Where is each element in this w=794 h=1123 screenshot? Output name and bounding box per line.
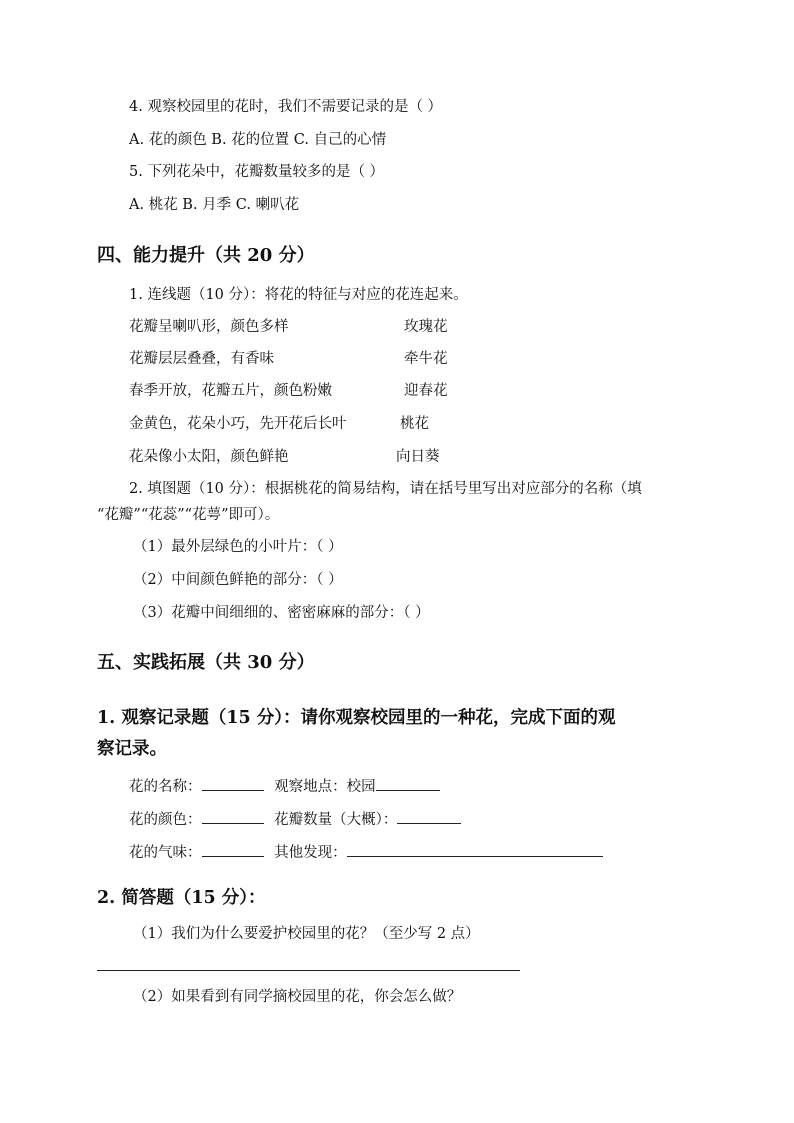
flower-color-blank[interactable] <box>202 808 264 824</box>
matching-question: 1. 连线题（10 分）：将花的特征与对应的花连起来。 <box>129 287 468 303</box>
short-answer-2: （2）如果看到有同学摘校园里的花，你会怎么做？ <box>133 989 462 1005</box>
flower-smell-blank[interactable] <box>202 841 264 857</box>
place-blank[interactable] <box>376 775 440 791</box>
fill-diagram-question: 2. 填图题（10 分）：根据桃花的简易结构，请在括号里写出对应部分的名称（填 <box>129 481 642 497</box>
record-row-3 <box>129 841 603 863</box>
match-right-3: 迎春花 <box>404 383 448 399</box>
flower-smell-label: 花的气味： <box>129 845 202 861</box>
flower-name-label: 花的名称： <box>129 779 202 795</box>
section-4-title: 四、能力提升（共 20 分） <box>97 245 315 266</box>
match-left-1: 花瓣呈喇叭形，颜色多样 <box>129 319 289 335</box>
match-right-5: 向日葵 <box>396 449 440 465</box>
short-answer-title: 2. 简答题（15 分）： <box>97 888 266 908</box>
place-label: 观察地点：校园 <box>274 779 376 795</box>
match-right-4: 桃花 <box>400 416 429 432</box>
question-5-options: A. 桃花 B. 月季 C. 喇叭花 <box>129 197 300 213</box>
match-left-3: 春季开放，花瓣五片，颜色粉嫩 <box>129 383 332 399</box>
record-row-1 <box>129 775 440 797</box>
match-right-2: 牵牛花 <box>404 351 448 367</box>
fill-item-1: （1）最外层绿色的小叶片：（ ） <box>133 539 343 555</box>
record-row-2 <box>129 808 461 830</box>
petal-count-label: 花瓣数量（大概）： <box>274 812 398 828</box>
fill-item-2: （2）中间颜色鲜艳的部分：（ ） <box>133 572 343 588</box>
section-5-title: 五、实践拓展（共 30 分） <box>97 652 315 673</box>
match-left-2: 花瓣层层叠叠，有香味 <box>129 351 274 367</box>
question-4: 4. 观察校园里的花时，我们不需要记录的是（ ） <box>129 99 443 115</box>
fill-item-3: （3）花瓣中间细细的、密密麻麻的部分：（ ） <box>133 605 430 621</box>
flower-color-label: 花的颜色： <box>129 812 202 828</box>
match-right-1: 玫瑰花 <box>404 319 448 335</box>
petal-count-blank[interactable] <box>397 808 461 824</box>
observation-question: 1. 观察记录题（15 分）：请你观察校园里的一种花，完成下面的观 <box>97 708 616 728</box>
other-findings-label: 其他发现： <box>274 845 347 861</box>
fill-diagram-question-cont: “花瓣”“花蕊”“花萼”即可）。 <box>97 507 280 523</box>
short-answer-1: （1）我们为什么要爱护校园里的花？（至少写 2 点） <box>133 926 480 942</box>
match-left-5: 花朵像小太阳，颜色鲜艳 <box>129 449 289 465</box>
question-5: 5. 下列花朵中，花瓣数量较多的是（ ） <box>129 164 385 180</box>
observation-question-cont: 察记录。 <box>97 739 167 759</box>
match-left-4: 金黄色，花朵小巧，先开花后长叶 <box>129 416 347 432</box>
flower-name-blank[interactable] <box>202 775 264 791</box>
answer-line[interactable] <box>97 970 520 971</box>
question-4-options: A. 花的颜色 B. 花的位置 C. 自己的心情 <box>129 132 387 148</box>
other-findings-blank[interactable] <box>347 841 603 857</box>
